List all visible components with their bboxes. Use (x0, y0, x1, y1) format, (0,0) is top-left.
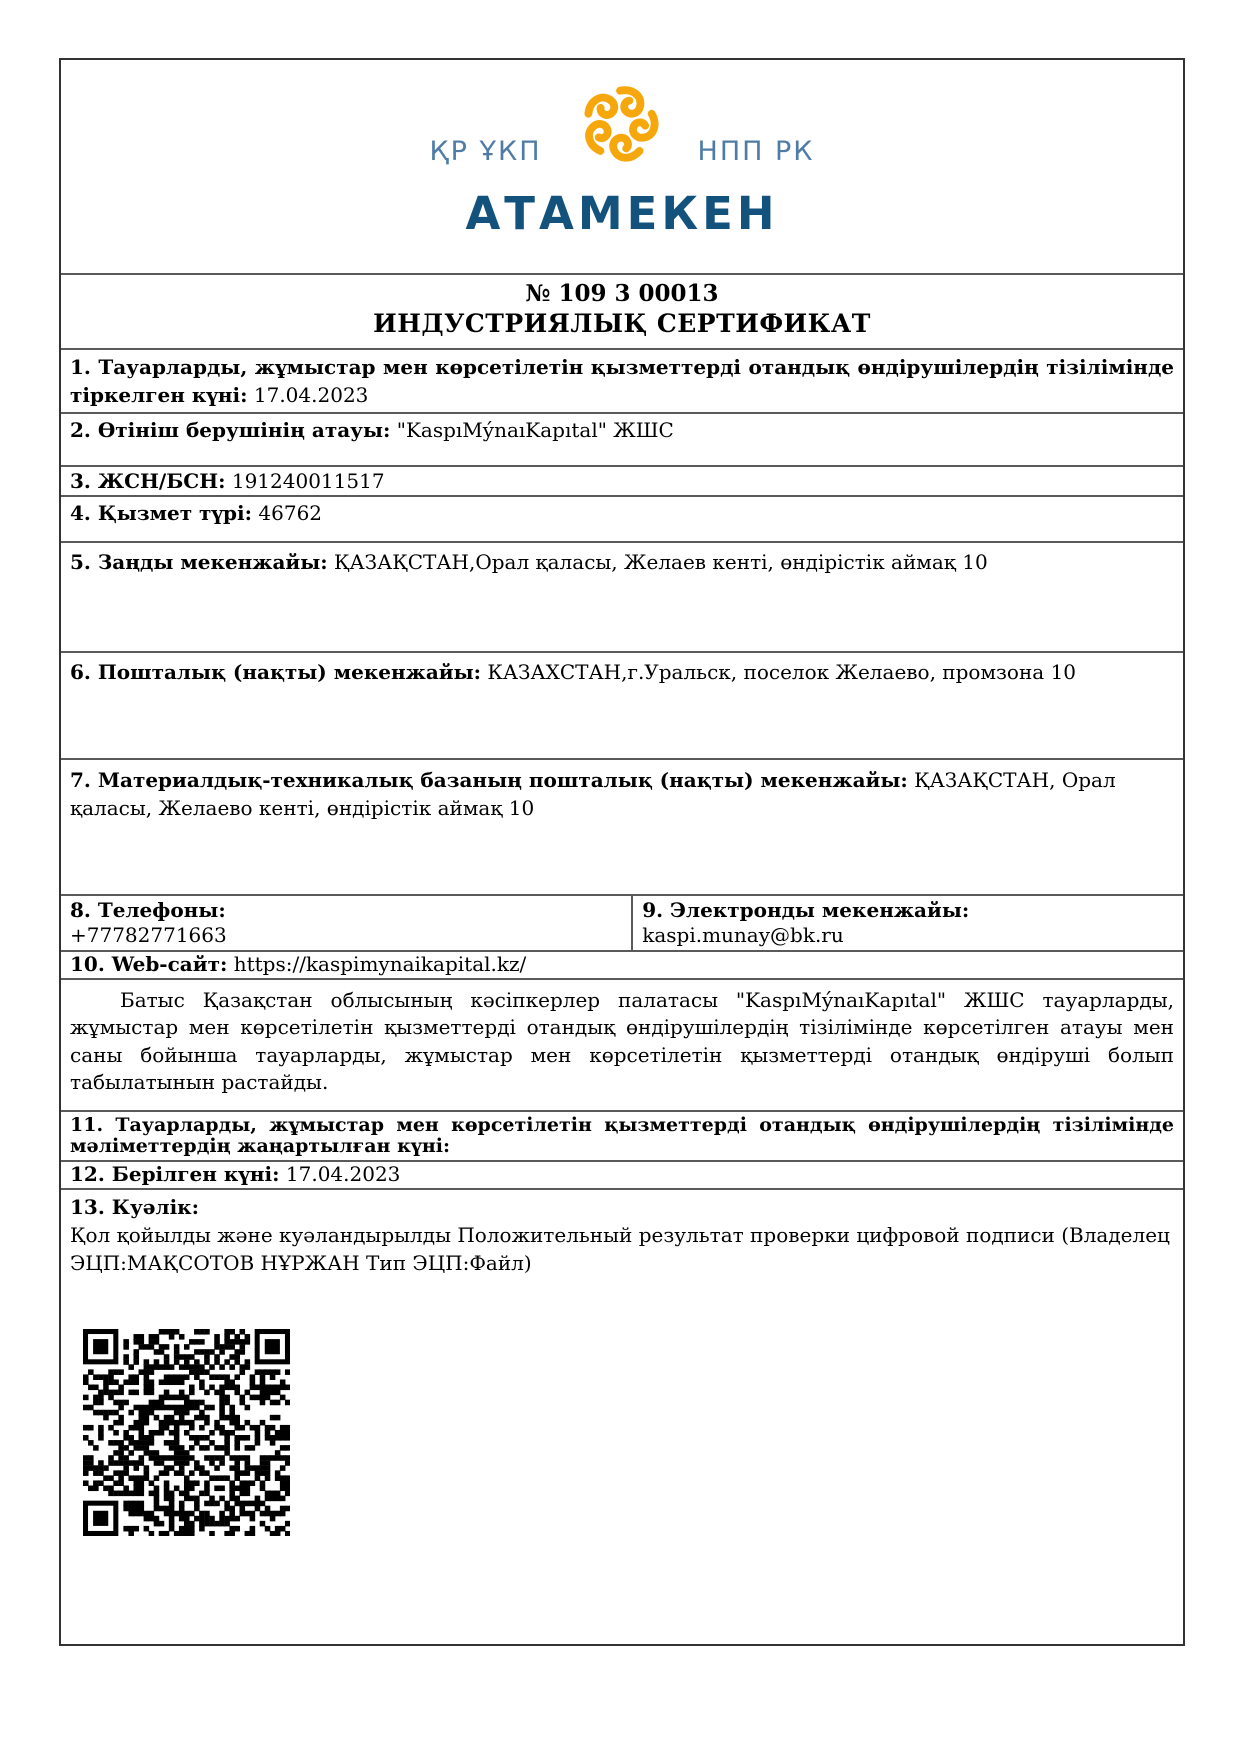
field-value: https://kaspimynaikapital.kz/ (233, 951, 527, 976)
field-label: 4. Қызмет түрі: (70, 500, 253, 525)
certificate-number: № 109 3 00013 (525, 280, 719, 307)
field-value: 46762 (258, 500, 323, 525)
field-activity-type (61, 495, 1183, 541)
confirmation-statement (61, 978, 1183, 1110)
field-legal-address (61, 541, 1183, 651)
field-value: 17.04.2023 (285, 1162, 401, 1187)
field-label: 6. Пошталық (нақты) мекенжайы: (70, 659, 482, 684)
field-signature-certificate (61, 1188, 1183, 1644)
logo-top-row (430, 66, 815, 182)
field-label: 9. Электронды мекенжайы: (642, 897, 970, 922)
field-value: 17.04.2023 (253, 383, 369, 408)
certificate-header (61, 273, 1183, 348)
field-label: 10. Web-сайт: (70, 951, 228, 976)
logo-right-label: НПП РК (697, 136, 815, 168)
field-email (633, 896, 1183, 950)
field-label: 12. Берілген күні: (70, 1162, 280, 1187)
field-label: 2. Өтініш берушінің атауы: (70, 417, 391, 442)
field-phone (61, 896, 633, 950)
logo-section (61, 60, 1183, 273)
field-value: ҚАЗАҚСТАН, Орал қаласы, Желаево кенті, өндірістік аймақ 10 (70, 767, 1116, 820)
field-value: Қол қойылды және куәландырылды Положительный результат проверки цифровой подписи (Владелец ЭЦП:МАҚСОТОВ НҰРЖАН Тип ЭЦП:Файл) (70, 1223, 1170, 1276)
field-label: 1. Тауарларды, жұмыстар мен көрсетілетін қызметтерді отандық өндірушілердің тізілімінде тіркелген күні: (70, 355, 1174, 408)
field-value: "KaspıMýnaıKapıtal" ЖШС (396, 417, 674, 442)
field-label: 11. Тауарларды, жұмыстар мен көрсетілетін қызметтерді отандық өндірушілердің тізілімінде мәліметтердің жаңартылған күні: (70, 1113, 1174, 1158)
certificate-title: ИНДУСТРИЯЛЫҚ СЕРТИФИКАТ (373, 308, 871, 338)
field-contacts-row (61, 894, 1183, 950)
field-label: 8. Телефоны: (70, 897, 226, 922)
field-label: 7. Материалдық-техникалық базаның пошталық (нақты) мекенжайы: (70, 767, 908, 792)
field-postal-address (61, 651, 1183, 758)
field-technical-base-address (61, 758, 1183, 894)
qr-code (83, 1329, 290, 1536)
field-value: КАЗАХСТАН,г.Уральск, поселок Желаево, промзона 10 (487, 659, 1077, 684)
logo-left-label: ҚР ҰКП (429, 136, 542, 168)
field-value: 191240011517 (231, 468, 385, 493)
field-label: 3. ЖСН/БСН: (70, 468, 226, 493)
statement-text: Батыс Қазақстан облысының кәсіпкерлер палатасы "KaspıMýnaıKapıtal" ЖШС тауарларды, жұмыстар мен көрсетілетін қызметтерді отандық өндірушілердің тізілімінде көрсетілген атауы мен саны бойынша тауарларды, жұмыстар мен көрсетілетін қызметтерді отандық өндіруші болып табылатынын растайды. (70, 987, 1174, 1094)
field-website (61, 950, 1183, 978)
field-update-date (61, 1110, 1183, 1160)
field-bin (61, 465, 1183, 495)
field-issue-date (61, 1160, 1183, 1188)
field-label: 13. Куәлік: (70, 1195, 200, 1220)
logo-brand-text: АТАМЕКЕН (465, 187, 779, 240)
field-applicant-name (61, 412, 1183, 465)
atameken-ornament-icon (568, 66, 672, 182)
field-registration-date (61, 348, 1183, 412)
field-label: 5. Заңды мекенжайы: (70, 549, 328, 574)
field-value: ҚАЗАҚСТАН,Орал қаласы, Желаев кенті, өндірістік аймақ 10 (334, 549, 988, 574)
field-value: kaspi.munay@bk.ru (642, 922, 844, 947)
field-value: +77782771663 (70, 922, 227, 947)
certificate-document (59, 58, 1185, 1646)
